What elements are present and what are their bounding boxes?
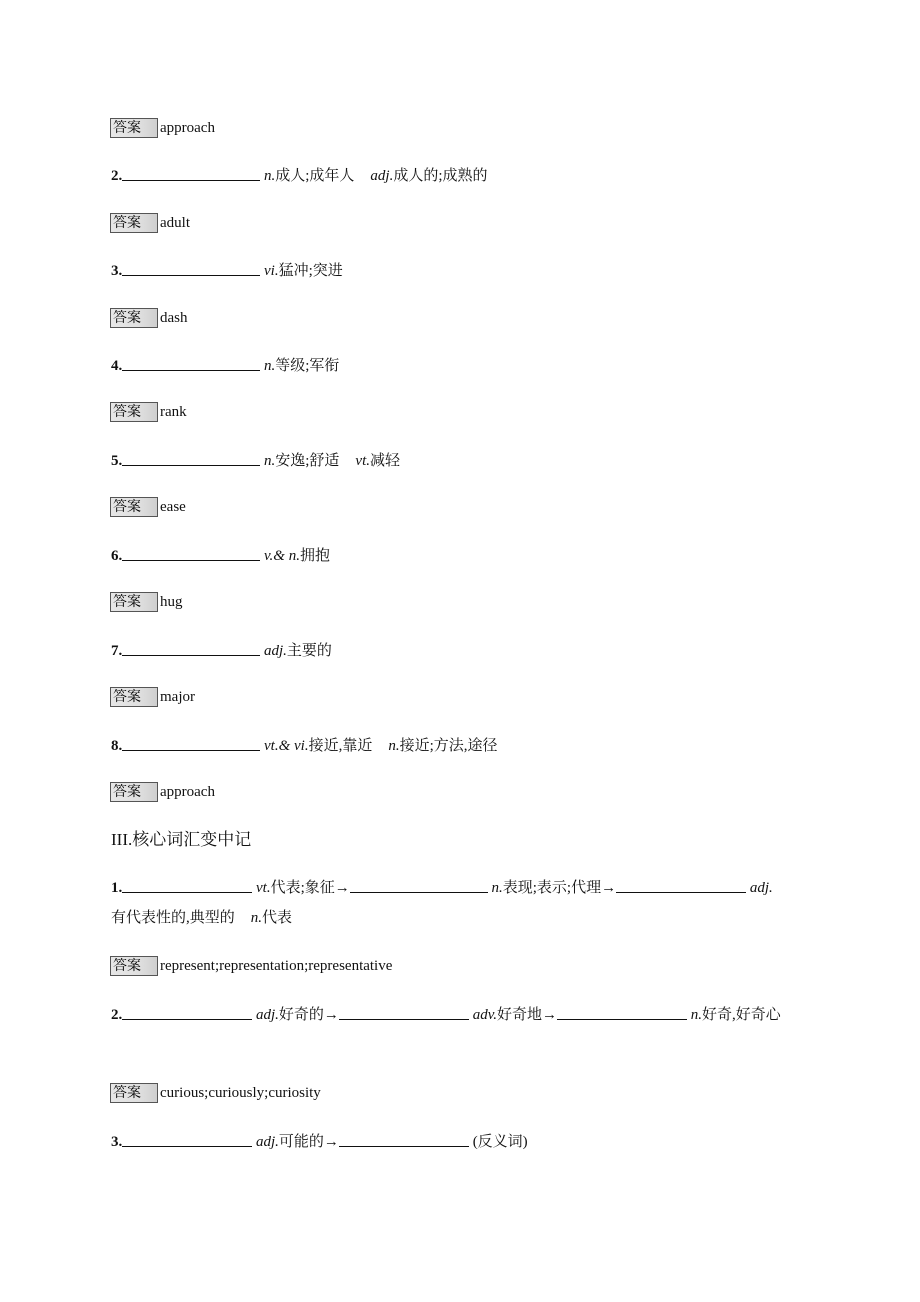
answer-row-3 xyxy=(110,308,188,328)
definition: 好奇,好奇心 xyxy=(702,1007,781,1023)
part-of-speech: vi. xyxy=(264,263,279,279)
answer-toggle-button[interactable]: 答案 xyxy=(110,592,158,612)
fill-blank[interactable] xyxy=(122,450,260,466)
definition: 成人;成年人 xyxy=(275,168,355,184)
item-number: 3. xyxy=(111,263,123,279)
fill-blank[interactable] xyxy=(122,877,252,893)
item-number: 8. xyxy=(111,738,123,754)
item-number: 2. xyxy=(111,168,123,184)
part-of-speech: adj. xyxy=(256,1007,279,1023)
answer-toggle-button[interactable]: 答案 xyxy=(110,308,158,328)
answer-text: approach xyxy=(160,120,215,136)
definition: 好奇地→ xyxy=(496,1007,557,1023)
part-of-speech: v.& n. xyxy=(264,548,300,564)
fill-blank[interactable] xyxy=(122,735,260,751)
derivation-item-2 xyxy=(111,1004,781,1025)
definition: 减轻 xyxy=(370,453,401,469)
answer-toggle-button[interactable]: 答案 xyxy=(110,497,158,517)
vocab-item-3 xyxy=(111,260,343,281)
item-number: 5. xyxy=(111,453,123,469)
definition: 猛冲;突进 xyxy=(278,263,343,279)
answer-row-8 xyxy=(110,782,215,802)
fill-blank[interactable] xyxy=(122,165,260,181)
part-of-speech: vt.& vi. xyxy=(264,738,309,754)
answer-row-5 xyxy=(110,497,186,517)
answer-row-iii-2 xyxy=(110,1083,321,1103)
vocab-item-4 xyxy=(111,355,339,376)
fill-blank[interactable] xyxy=(339,1004,469,1020)
derivation-item-1-continuation xyxy=(111,908,292,928)
answer-row-7 xyxy=(110,687,195,707)
fill-blank[interactable] xyxy=(122,640,260,656)
definition: 成人的;成熟的 xyxy=(393,168,488,184)
answer-toggle-button[interactable]: 答案 xyxy=(110,687,158,707)
vocab-item-6 xyxy=(111,545,330,566)
derivation-item-1 xyxy=(111,877,773,898)
answer-row-2 xyxy=(110,213,190,233)
definition: 接近;方法,途径 xyxy=(399,738,498,754)
definition: 有代表性的,典型的 xyxy=(111,910,235,926)
answer-toggle-button[interactable]: 答案 xyxy=(110,118,158,138)
section-number: III. xyxy=(111,830,133,849)
section-heading xyxy=(111,829,251,851)
answer-toggle-button[interactable]: 答案 xyxy=(110,782,158,802)
definition: 代表;象征→ xyxy=(270,880,350,896)
answer-text: ease xyxy=(160,499,186,515)
fill-blank[interactable] xyxy=(339,1131,469,1147)
answer-toggle-button[interactable]: 答案 xyxy=(110,213,158,233)
vocab-item-8 xyxy=(111,735,498,756)
part-of-speech: n. xyxy=(250,910,263,926)
fill-blank[interactable] xyxy=(350,877,488,893)
answer-text: adult xyxy=(160,215,190,231)
answer-text: major xyxy=(160,689,195,705)
definition: 等级;军衔 xyxy=(275,358,340,374)
answer-row-6 xyxy=(110,592,183,612)
part-of-speech: adj. xyxy=(749,880,773,896)
answer-toggle-button[interactable]: 答案 xyxy=(110,956,158,976)
definition: 可能的→ xyxy=(278,1134,339,1150)
part-of-speech: n. xyxy=(264,453,276,469)
section-title: 核心词汇变中记 xyxy=(132,830,252,850)
derivation-item-3 xyxy=(111,1131,528,1152)
item-number: 6. xyxy=(111,548,123,564)
answer-toggle-button[interactable]: 答案 xyxy=(110,1083,158,1103)
part-of-speech: n. xyxy=(388,738,400,754)
fill-blank[interactable] xyxy=(122,355,260,371)
vocab-item-5 xyxy=(111,450,400,471)
part-of-speech: n. xyxy=(491,880,503,896)
part-of-speech: adj. xyxy=(264,643,287,659)
antonym-note: (反义词) xyxy=(472,1134,528,1150)
definition: 主要的 xyxy=(286,643,332,659)
vocab-item-2 xyxy=(111,165,488,186)
fill-blank[interactable] xyxy=(122,260,260,276)
definition: 接近,靠近 xyxy=(308,738,373,754)
answer-text: dash xyxy=(160,310,188,326)
part-of-speech: adj. xyxy=(370,168,394,184)
answer-text: rank xyxy=(160,404,187,420)
part-of-speech: n. xyxy=(264,358,276,374)
item-number: 7. xyxy=(111,643,123,659)
part-of-speech: adv. xyxy=(472,1007,497,1023)
fill-blank[interactable] xyxy=(616,877,746,893)
vocab-item-7 xyxy=(111,640,332,661)
definition: 好奇的→ xyxy=(278,1007,339,1023)
fill-blank[interactable] xyxy=(122,545,260,561)
part-of-speech: n. xyxy=(690,1007,702,1023)
answer-text: represent;representation;representative xyxy=(160,958,393,974)
answer-text: approach xyxy=(160,784,215,800)
answer-row-iii-1 xyxy=(110,956,392,976)
answer-toggle-button[interactable]: 答案 xyxy=(110,402,158,422)
fill-blank[interactable] xyxy=(557,1004,687,1020)
definition: 安逸;舒适 xyxy=(275,453,340,469)
answer-row-4 xyxy=(110,402,187,422)
item-number: 1. xyxy=(111,880,123,896)
definition: 拥抱 xyxy=(299,548,330,564)
fill-blank[interactable] xyxy=(122,1131,252,1147)
fill-blank[interactable] xyxy=(122,1004,252,1020)
part-of-speech: n. xyxy=(264,168,276,184)
part-of-speech: vt. xyxy=(256,880,271,896)
part-of-speech: vt. xyxy=(355,453,370,469)
item-number: 4. xyxy=(111,358,123,374)
answer-text: hug xyxy=(160,594,183,610)
definition: 代表 xyxy=(262,910,293,926)
item-number: 2. xyxy=(111,1007,123,1023)
answer-text: curious;curiously;curiosity xyxy=(160,1085,321,1101)
part-of-speech: adj. xyxy=(256,1134,279,1150)
item-number: 3. xyxy=(111,1134,123,1150)
definition: 表现;表示;代理→ xyxy=(502,880,617,896)
answer-row-1 xyxy=(110,118,215,138)
